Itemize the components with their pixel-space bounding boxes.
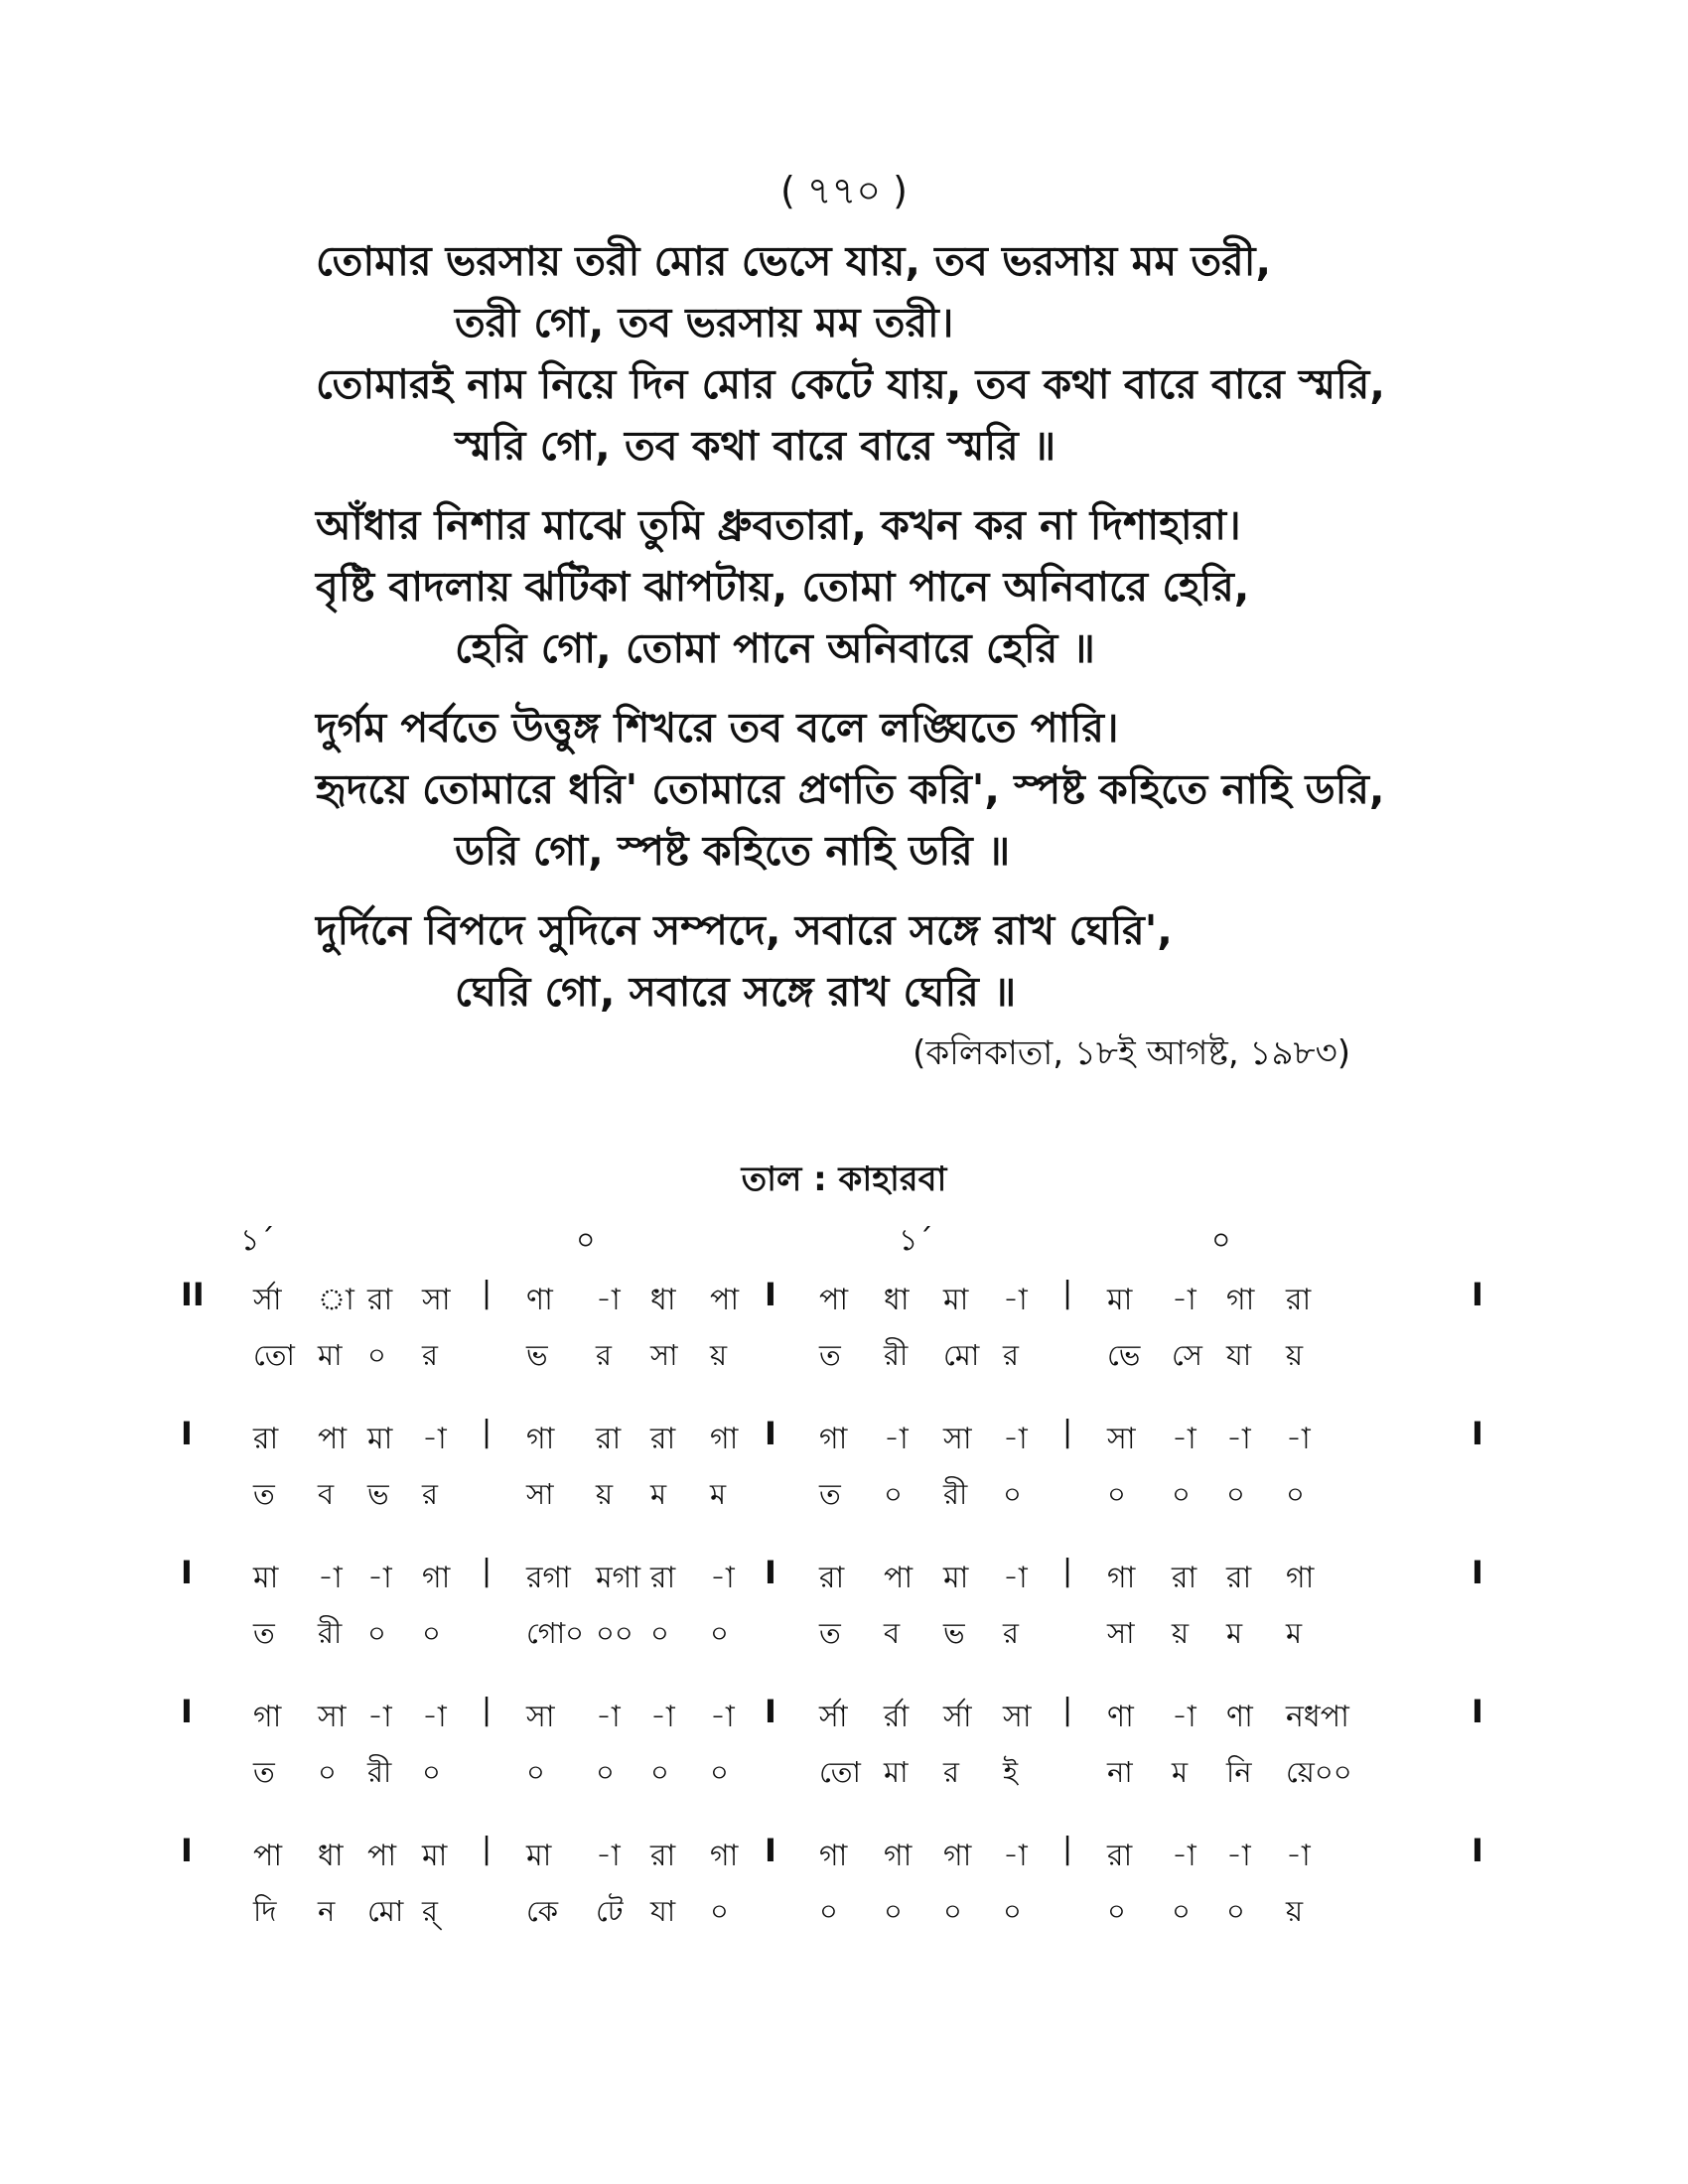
lyric-syllable: মো: [943, 1338, 980, 1372]
poem-line: স্মরি গো, তব কথা বারে বারে স্মরি ॥: [455, 422, 1056, 470]
lyric-syllable: ০: [819, 1894, 838, 1928]
lyric-syllable: সা: [650, 1338, 678, 1372]
note: গা: [422, 1561, 451, 1595]
lyric-syllable: ০: [526, 1755, 545, 1789]
lyric-syllable: ০: [710, 1894, 729, 1928]
lyric-syllable: ন: [318, 1894, 336, 1928]
notation-block: [169, 1554, 1519, 1693]
lyric-syllable: দি: [253, 1894, 277, 1928]
barline-end: I: [1472, 1415, 1483, 1452]
note: গা: [710, 1422, 739, 1456]
lyric-syllable: য়ে০০: [1286, 1755, 1352, 1789]
barline-mid: I: [765, 1554, 776, 1591]
lyric-syllable: কে: [526, 1894, 559, 1928]
note: রগা: [526, 1561, 571, 1595]
lyric-syllable: টে: [596, 1894, 624, 1928]
lyric-syllable: গো০: [526, 1616, 585, 1650]
barline-end: I: [1472, 1276, 1483, 1313]
lyric-syllable: সা: [1107, 1616, 1135, 1650]
poem-line: তরী গো, তব ভরসায় মম তরী।: [455, 299, 954, 346]
poem-line: ঘেরি গো, সবারে সঙ্গে রাখ ঘেরি ॥: [455, 968, 1017, 1016]
note: -া: [1003, 1283, 1028, 1317]
note: মা: [526, 1839, 552, 1873]
note: -া: [1172, 1839, 1196, 1873]
beat-markers: [169, 1216, 1519, 1276]
note: ণা: [1226, 1700, 1253, 1734]
lyric-syllable: ত: [253, 1616, 275, 1650]
note: -া: [710, 1700, 735, 1734]
page-number: ( ৭৭০ ): [780, 169, 908, 212]
lyric-syllable: ০: [367, 1616, 386, 1650]
sub-barline: |: [1062, 1554, 1073, 1588]
lyric-syllable: ০: [884, 1477, 903, 1511]
note: রা: [1107, 1839, 1133, 1873]
lyric-syllable: র্: [422, 1894, 438, 1928]
lyric-syllable: ভ: [943, 1616, 965, 1650]
lyric-syllable: র: [943, 1755, 959, 1789]
lyric-syllable: ০: [1226, 1477, 1245, 1511]
lyric-syllable: ০: [1172, 1894, 1191, 1928]
lyric-syllable: মা: [318, 1338, 343, 1372]
note: গা: [943, 1839, 972, 1873]
note: -া: [1226, 1839, 1251, 1873]
note: সা: [526, 1700, 555, 1734]
stanza: [316, 697, 1458, 882]
lyric-syllable: ভ: [367, 1477, 389, 1511]
note: সা: [318, 1700, 347, 1734]
note: সা: [1003, 1700, 1032, 1734]
note: মা: [1107, 1283, 1133, 1317]
lyric-syllable: রী: [884, 1338, 909, 1372]
note: -া: [884, 1422, 909, 1456]
note: া: [318, 1283, 354, 1317]
note: ণা: [526, 1283, 553, 1317]
note: পা: [367, 1839, 397, 1873]
lyric-syllable: ত: [819, 1616, 841, 1650]
lyric-syllable: ত: [819, 1338, 841, 1372]
note: রা: [650, 1422, 676, 1456]
sub-barline: |: [482, 1832, 492, 1866]
note-row: [169, 1832, 1519, 1871]
lyric-syllable: তো: [819, 1755, 861, 1789]
note-row: [169, 1554, 1519, 1593]
notation-block: [169, 1832, 1519, 1971]
note: -া: [596, 1839, 621, 1873]
note: -া: [367, 1561, 392, 1595]
lyric-syllable: ম: [1172, 1755, 1189, 1789]
note: সা: [422, 1283, 451, 1317]
notation-block: [169, 1276, 1519, 1415]
lyric-syllable: ০: [710, 1755, 729, 1789]
note: রা: [596, 1422, 622, 1456]
lyric-syllable: ০: [650, 1616, 669, 1650]
note-row: [169, 1693, 1519, 1732]
lyric-syllable: যা: [1226, 1338, 1252, 1372]
note: রা: [1286, 1283, 1312, 1317]
lyric-syllable: ০: [1172, 1477, 1191, 1511]
note: -া: [367, 1700, 392, 1734]
stanza: [316, 230, 1458, 477]
note: সা: [1107, 1422, 1136, 1456]
lyric-syllable: ০: [650, 1755, 669, 1789]
notation-block: [169, 1415, 1519, 1554]
sub-barline: |: [1062, 1415, 1073, 1449]
lyric-syllable: মা: [884, 1755, 909, 1789]
note-row: [169, 1415, 1519, 1454]
note: মা: [943, 1561, 969, 1595]
lyric-syllable: ত: [253, 1477, 275, 1511]
note: পা: [318, 1422, 348, 1456]
beat-marker: ০: [576, 1223, 596, 1258]
lyric-syllable: ০: [422, 1755, 441, 1789]
lyric-syllable: ০: [1107, 1894, 1126, 1928]
lyric-syllable: র: [422, 1477, 438, 1511]
stanza: [316, 494, 1458, 679]
sub-barline: |: [482, 1693, 492, 1727]
barline-start: I: [181, 1693, 193, 1730]
lyric-syllable: ০: [884, 1894, 903, 1928]
note: গা: [884, 1839, 913, 1873]
note: মগা: [596, 1561, 641, 1595]
note: -া: [1172, 1283, 1196, 1317]
lyric-syllable: ম: [1226, 1616, 1243, 1650]
note: ণা: [1107, 1700, 1134, 1734]
lyric-syllable: ভে: [1107, 1338, 1141, 1372]
poem-line: ডরি গো, স্পষ্ট কহিতে নাহি ডরি ॥: [455, 827, 1011, 875]
lyric-syllable: যা: [650, 1894, 676, 1928]
lyric-syllable: সে: [1172, 1338, 1202, 1372]
sub-barline: |: [1062, 1693, 1073, 1727]
note: রা: [253, 1422, 279, 1456]
tala-title: তাল : কাহারবা: [741, 1160, 947, 1199]
note: ধা: [650, 1283, 676, 1317]
beat-marker: ১´: [899, 1223, 933, 1258]
note: -া: [1003, 1422, 1028, 1456]
note: রা: [1172, 1561, 1197, 1595]
beat-marker: ১´: [240, 1223, 275, 1258]
note: পা: [884, 1561, 914, 1595]
lyric-row: [169, 1750, 1519, 1790]
note: নধপা: [1286, 1700, 1349, 1734]
lyric-syllable: ম: [710, 1477, 727, 1511]
lyric-syllable: য়: [710, 1338, 728, 1372]
note: পা: [710, 1283, 740, 1317]
lyric-syllable: ম: [650, 1477, 667, 1511]
note: গা: [1226, 1283, 1255, 1317]
lyric-syllable: রী: [943, 1477, 968, 1511]
beat-marker: ০: [1211, 1223, 1231, 1258]
barline-start: I: [181, 1554, 193, 1591]
note: -া: [1286, 1422, 1311, 1456]
note: -া: [1172, 1700, 1196, 1734]
note: র্সা: [253, 1283, 282, 1317]
sub-barline: |: [1062, 1832, 1073, 1866]
poem-line: দুর্গম পর্বতে উত্তুঙ্গ শিখরে তব বলে লঙ্ঘিতে পারি।: [316, 704, 1119, 751]
lyric-syllable: ০: [1286, 1477, 1305, 1511]
barline-start: I: [181, 1832, 193, 1869]
note: মা: [253, 1561, 279, 1595]
lyric-syllable: তো: [253, 1338, 295, 1372]
sub-barline: |: [482, 1554, 492, 1588]
lyric-syllable: সা: [526, 1477, 554, 1511]
lyric-syllable: ম: [1286, 1616, 1303, 1650]
note: র্সা: [819, 1700, 848, 1734]
poem-line: বৃষ্টি বাদলায় ঝটিকা ঝাপটায়, তোমা পানে অনিবারে হেরি,: [316, 563, 1250, 611]
lyric-syllable: য়: [1286, 1338, 1304, 1372]
lyric-syllable: র: [596, 1338, 612, 1372]
lyric-syllable: ০: [367, 1338, 386, 1372]
lyric-syllable: র: [1003, 1616, 1019, 1650]
notation-block: [169, 1693, 1519, 1832]
note: পা: [819, 1283, 849, 1317]
note: রা: [1226, 1561, 1252, 1595]
note: রা: [650, 1561, 676, 1595]
lyric-syllable: ০: [710, 1616, 729, 1650]
lyric-syllable: ০০: [596, 1616, 633, 1650]
note: রা: [367, 1283, 393, 1317]
note: -া: [650, 1700, 675, 1734]
barline-mid: I: [765, 1415, 776, 1452]
note: রা: [819, 1561, 845, 1595]
barline-start: II: [181, 1276, 205, 1313]
barline-mid: I: [765, 1832, 776, 1869]
lyric-syllable: ব: [884, 1616, 901, 1650]
note: গা: [710, 1839, 739, 1873]
lyric-row: [169, 1889, 1519, 1929]
note: -া: [318, 1561, 343, 1595]
colophon: (কলিকাতা, ১৮ই আগষ্ট, ১৯৮৩): [913, 1033, 1350, 1073]
barline-end: I: [1472, 1832, 1483, 1869]
sub-barline: |: [482, 1415, 492, 1449]
note: মা: [422, 1839, 448, 1873]
barline-end: I: [1472, 1554, 1483, 1591]
lyric-syllable: ই: [1003, 1755, 1019, 1789]
note: রা: [650, 1839, 676, 1873]
lyric-syllable: ০: [1226, 1894, 1245, 1928]
lyric-syllable: ত: [253, 1755, 275, 1789]
lyric-syllable: য়: [1172, 1616, 1190, 1650]
poem-line: দুর্দিনে বিপদে সুদিনে সম্পদে, সবারে সঙ্গে রাখ ঘেরি',: [316, 906, 1173, 954]
note: মা: [367, 1422, 393, 1456]
poem-line: তোমার ভরসায় তরী মোর ভেসে যায়, তব ভরসায় মম তরী,: [316, 237, 1272, 285]
note: মা: [943, 1283, 969, 1317]
lyric-syllable: নি: [1226, 1755, 1252, 1789]
poem-line: তোমারই নাম নিয়ে দিন মোর কেটে যায়, তব কথা বারে বারে স্মরি,: [316, 360, 1385, 408]
poem-line: আঁধার নিশার মাঝে তুমি ধ্রুবতারা, কখন কর না দিশাহারা।: [316, 501, 1241, 549]
note: গা: [819, 1839, 848, 1873]
lyric-row: [169, 1611, 1519, 1651]
note: -া: [422, 1700, 447, 1734]
stanza: [316, 899, 1458, 1023]
lyric-syllable: রী: [367, 1755, 392, 1789]
lyric-syllable: ০: [318, 1755, 337, 1789]
note: -া: [1003, 1839, 1028, 1873]
note: ধা: [884, 1283, 910, 1317]
barline-start: I: [181, 1415, 193, 1452]
note: গা: [526, 1422, 555, 1456]
lyric-syllable: মো: [367, 1894, 404, 1928]
poem-line: হেরি গো, তোমা পানে অনিবারে হেরি ॥: [455, 624, 1095, 672]
note: সা: [943, 1422, 972, 1456]
lyric-syllable: ০: [1003, 1477, 1022, 1511]
lyric-row: [169, 1472, 1519, 1512]
lyric-syllable: ০: [1107, 1477, 1126, 1511]
lyric-row: [169, 1333, 1519, 1373]
note: পা: [253, 1839, 283, 1873]
lyric-syllable: র: [422, 1338, 438, 1372]
note: -া: [710, 1561, 735, 1595]
lyric-syllable: রী: [318, 1616, 343, 1650]
note: -া: [1172, 1422, 1196, 1456]
note: -া: [422, 1422, 447, 1456]
note: ধা: [318, 1839, 344, 1873]
note: -া: [1286, 1839, 1311, 1873]
lyric-syllable: ০: [596, 1755, 615, 1789]
note: গা: [1107, 1561, 1136, 1595]
note: -া: [1003, 1561, 1028, 1595]
lyric-syllable: না: [1107, 1755, 1133, 1789]
note-row: [169, 1276, 1519, 1315]
lyric-syllable: ০: [1003, 1894, 1022, 1928]
lyric-syllable: ভ: [526, 1338, 548, 1372]
lyric-syllable: র: [1003, 1338, 1019, 1372]
poem: [316, 230, 1458, 1023]
barline-end: I: [1472, 1693, 1483, 1730]
lyric-syllable: য়: [1286, 1894, 1304, 1928]
poem-line: হৃদয়ে তোমারে ধরি' তোমারে প্রণতি করি', স্পষ্ট কহিতে নাহি ডরি,: [316, 765, 1385, 813]
lyric-syllable: য়: [596, 1477, 614, 1511]
lyric-syllable: ০: [943, 1894, 962, 1928]
barline-mid: I: [765, 1276, 776, 1313]
note: র্রা: [884, 1700, 910, 1734]
note: গা: [253, 1700, 282, 1734]
note: র্সা: [943, 1700, 972, 1734]
note: -া: [596, 1700, 621, 1734]
note: -া: [1226, 1422, 1251, 1456]
note: -া: [596, 1283, 621, 1317]
lyric-syllable: ০: [422, 1616, 441, 1650]
sub-barline: |: [1062, 1276, 1073, 1310]
lyric-syllable: ত: [819, 1477, 841, 1511]
lyric-syllable: ব: [318, 1477, 335, 1511]
note: গা: [1286, 1561, 1315, 1595]
notation: [169, 1216, 1519, 1971]
barline-mid: I: [765, 1693, 776, 1730]
note: গা: [819, 1422, 848, 1456]
sub-barline: |: [482, 1276, 492, 1310]
